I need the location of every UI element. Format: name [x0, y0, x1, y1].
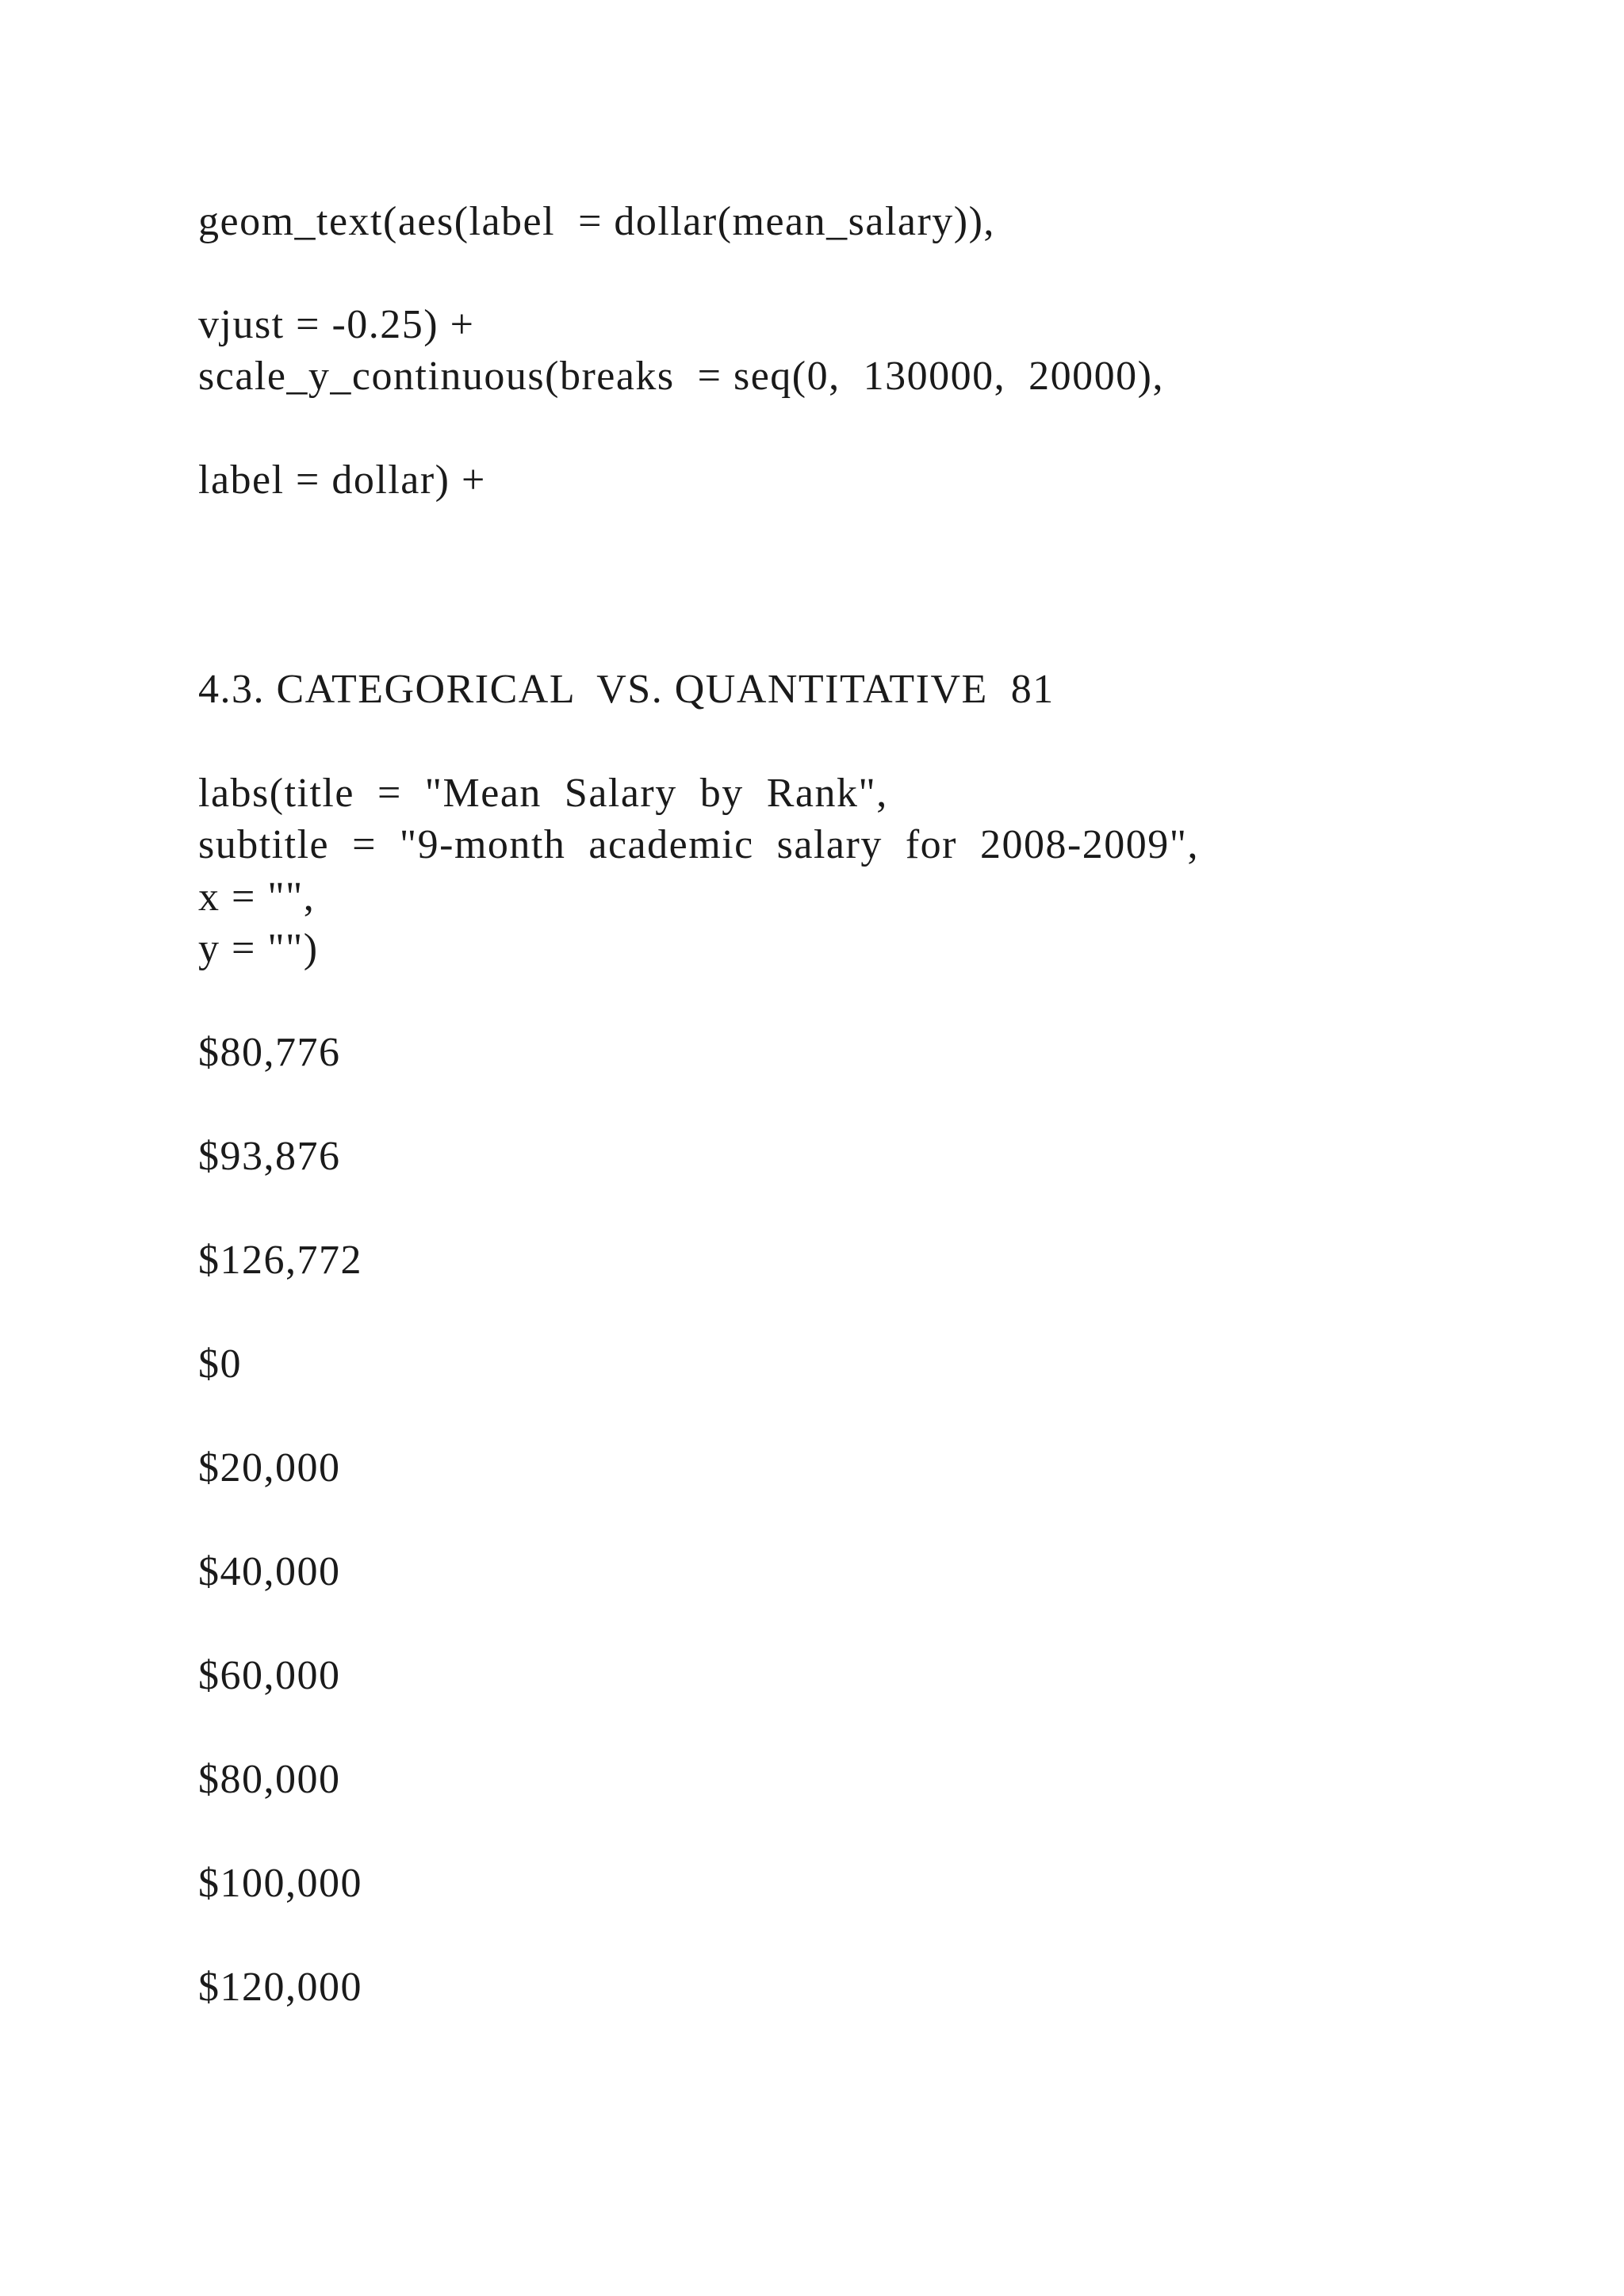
section-header: 4.3. CATEGORICAL VS. QUANTITATIVE 81 [198, 667, 1055, 712]
value-item: $80,000 [198, 1757, 341, 1802]
code-line-vjust: vjust = -0.25) + [198, 302, 475, 347]
value-item: $80,776 [198, 1030, 341, 1075]
value-item: $120,000 [198, 1965, 362, 2010]
value-item: $0 [198, 1341, 242, 1387]
code-line-geom-text: geom_text(aes(label = dollar(mean_salary)), [198, 199, 995, 244]
code-line-label-dollar: label = dollar) + [198, 457, 486, 503]
code-line-labs-title: labs(title = "Mean Salary by Rank", [198, 771, 888, 816]
code-line-scale-y: scale_y_continuous(breaks = seq(0, 130000, 20000), [198, 354, 1164, 399]
code-line-subtitle: subtitle = "9-month academic salary for 2008-2009", [198, 822, 1199, 867]
value-item: $126,772 [198, 1238, 362, 1283]
value-item: $100,000 [198, 1861, 362, 1906]
value-item: $60,000 [198, 1653, 341, 1698]
value-item: $93,876 [198, 1134, 341, 1179]
code-line-y: y = "") [198, 926, 319, 971]
code-line-x: x = "", [198, 874, 316, 920]
value-item: $20,000 [198, 1445, 341, 1490]
value-item: $40,000 [198, 1549, 341, 1594]
